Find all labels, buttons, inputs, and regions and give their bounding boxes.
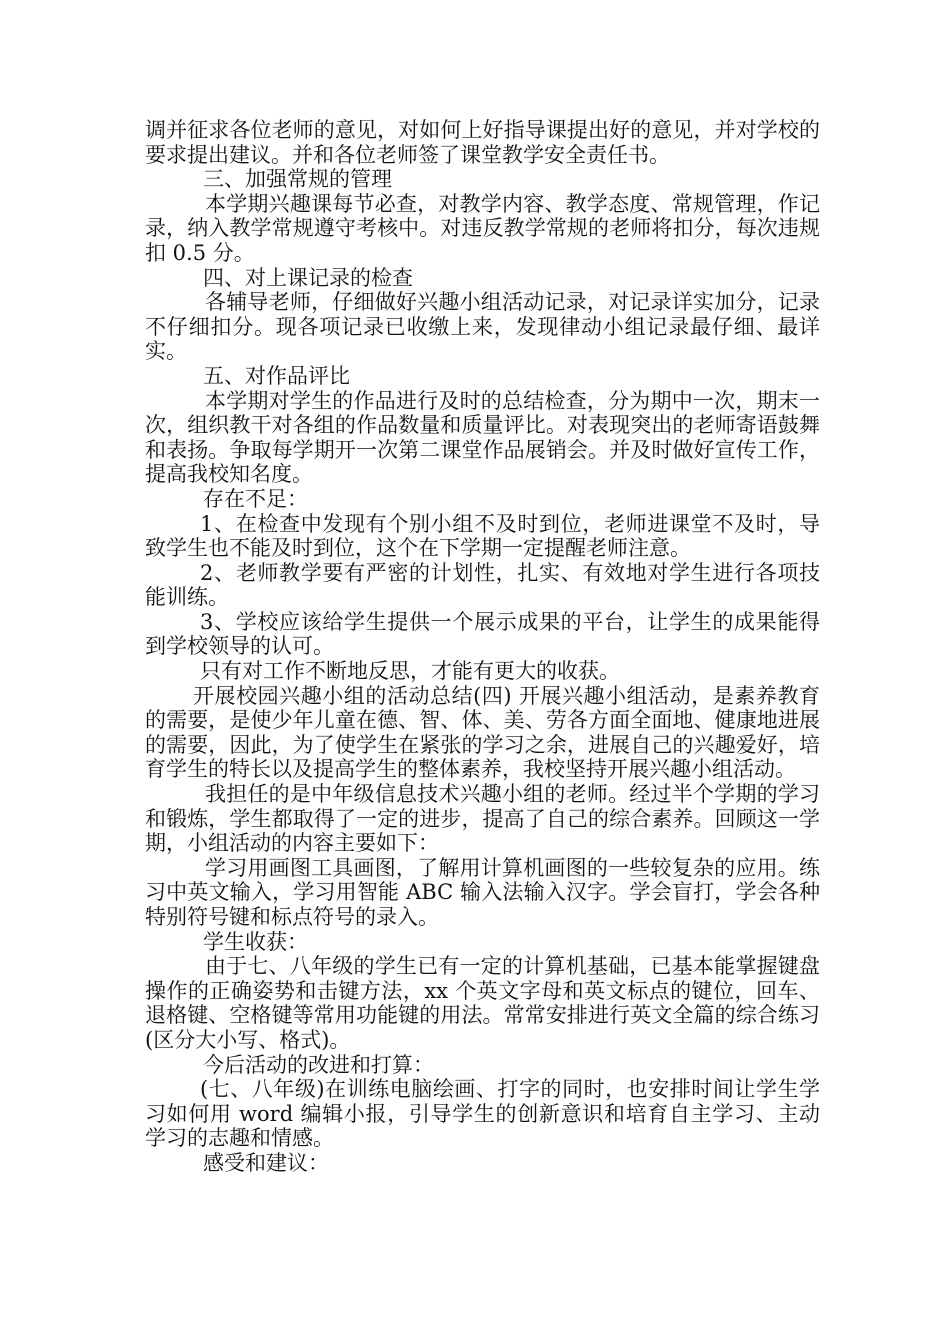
- paragraph-reflection: 只有对工作不断地反思，才能有更大的收获。: [200, 659, 620, 684]
- list-item-shortcoming-1: 1、在检查中发现有个别小组不及时到位，老师进课堂不及时，导致学生也不能及时到位，这个在下学期一定提醒老师注意。: [145, 511, 820, 561]
- heading-routine-management: 三、加强常规的管理: [203, 167, 392, 192]
- paragraph-work-evaluation: 本学期对学生的作品进行及时的总结检查，分为期中一次，期末一次，组织教干对各组的作品数量和质量评比。对表现突出的老师寄语鼓舞和表扬。争取每学期开一次第二课堂作品展销会。并及时做好宣传工作，提高我校知名度。: [145, 388, 820, 487]
- heading-class-record-check: 四、对上课记录的检查: [203, 265, 413, 290]
- list-item-shortcoming-2: 2、老师教学要有严密的计划性，扎实、有效地对学生进行各项技能训练。: [145, 560, 820, 610]
- paragraph-teacher-role: 我担任的是中年级信息技术兴趣小组的老师。经过半个学期的学习和锻炼，学生都取得了一定的进步，提高了自己的综合素养。回顾这一学期，小组活动的内容主要如下：: [145, 782, 820, 856]
- paragraph-summary-four: 开展校园兴趣小组的活动总结(四) 开展兴趣小组活动，是素养教育的需要，是使少年儿童在德、智、体、美、劳各方面全面地、健康地进展的需要，因此，为了使学生在紧张的学习之余，进展自己的兴趣爱好，培育学生的特长以及提高学生的整体素养，我校坚持开展兴趣小组活动。: [145, 683, 820, 782]
- paragraph-improvement-plan: (七、八年级)在训练电脑绘画、打字的同时，也安排时间让学生学习如何用 word 编辑小报，引导学生的创新意识和培育自主学习、主动学习的志趣和情感。: [145, 1077, 820, 1151]
- paragraph-routine-management: 本学期兴趣课每节必查，对教学内容、教学态度、常规管理，作记录，纳入教学常规遵守考核中。对违反教学常规的老师将扣分，每次违规扣 0.5 分。: [145, 191, 820, 265]
- paragraph-student-gains: 由于七、八年级的学生已有一定的计算机基础，已基本能掌握键盘操作的正确姿势和击键方法，xx 个英文字母和英文标点的键位，回车、退格键、空格键等常用功能键的用法。常常安排进行英文全篇的综合练习(区分大小写、格式)。: [145, 954, 820, 1052]
- heading-improvement-plan: 今后活动的改进和打算：: [203, 1052, 434, 1077]
- paragraph-class-record-check: 各辅导老师，仔细做好兴趣小组活动记录，对记录详实加分，记录不仔细扣分。现各项记录已收缴上来，发现律动小组记录最仔细、最详实。: [145, 290, 820, 364]
- paragraph-activity-content: 学习用画图工具画图，了解用计算机画图的一些较复杂的应用。练习中英文输入，学习用智能 ABC 输入法输入汉字。学会盲打，学会各种特别符号键和标点符号的录入。: [145, 855, 820, 929]
- heading-student-gains: 学生收获：: [203, 929, 308, 954]
- heading-feelings-suggestions: 感受和建议：: [203, 1150, 329, 1175]
- paragraph-intro-continuation: 调并征求各位老师的意见，对如何上好指导课提出好的意见，并对学校的要求提出建议。并和各位老师签了课堂教学安全责任书。: [145, 118, 820, 167]
- document-page: [145, 118, 820, 1176]
- list-item-shortcoming-3: 3、学校应该给学生提供一个展示成果的平台，让学生的成果能得到学校领导的认可。: [145, 609, 820, 659]
- heading-work-evaluation: 五、对作品评比: [203, 363, 350, 388]
- heading-shortcomings: 存在不足：: [203, 486, 308, 511]
